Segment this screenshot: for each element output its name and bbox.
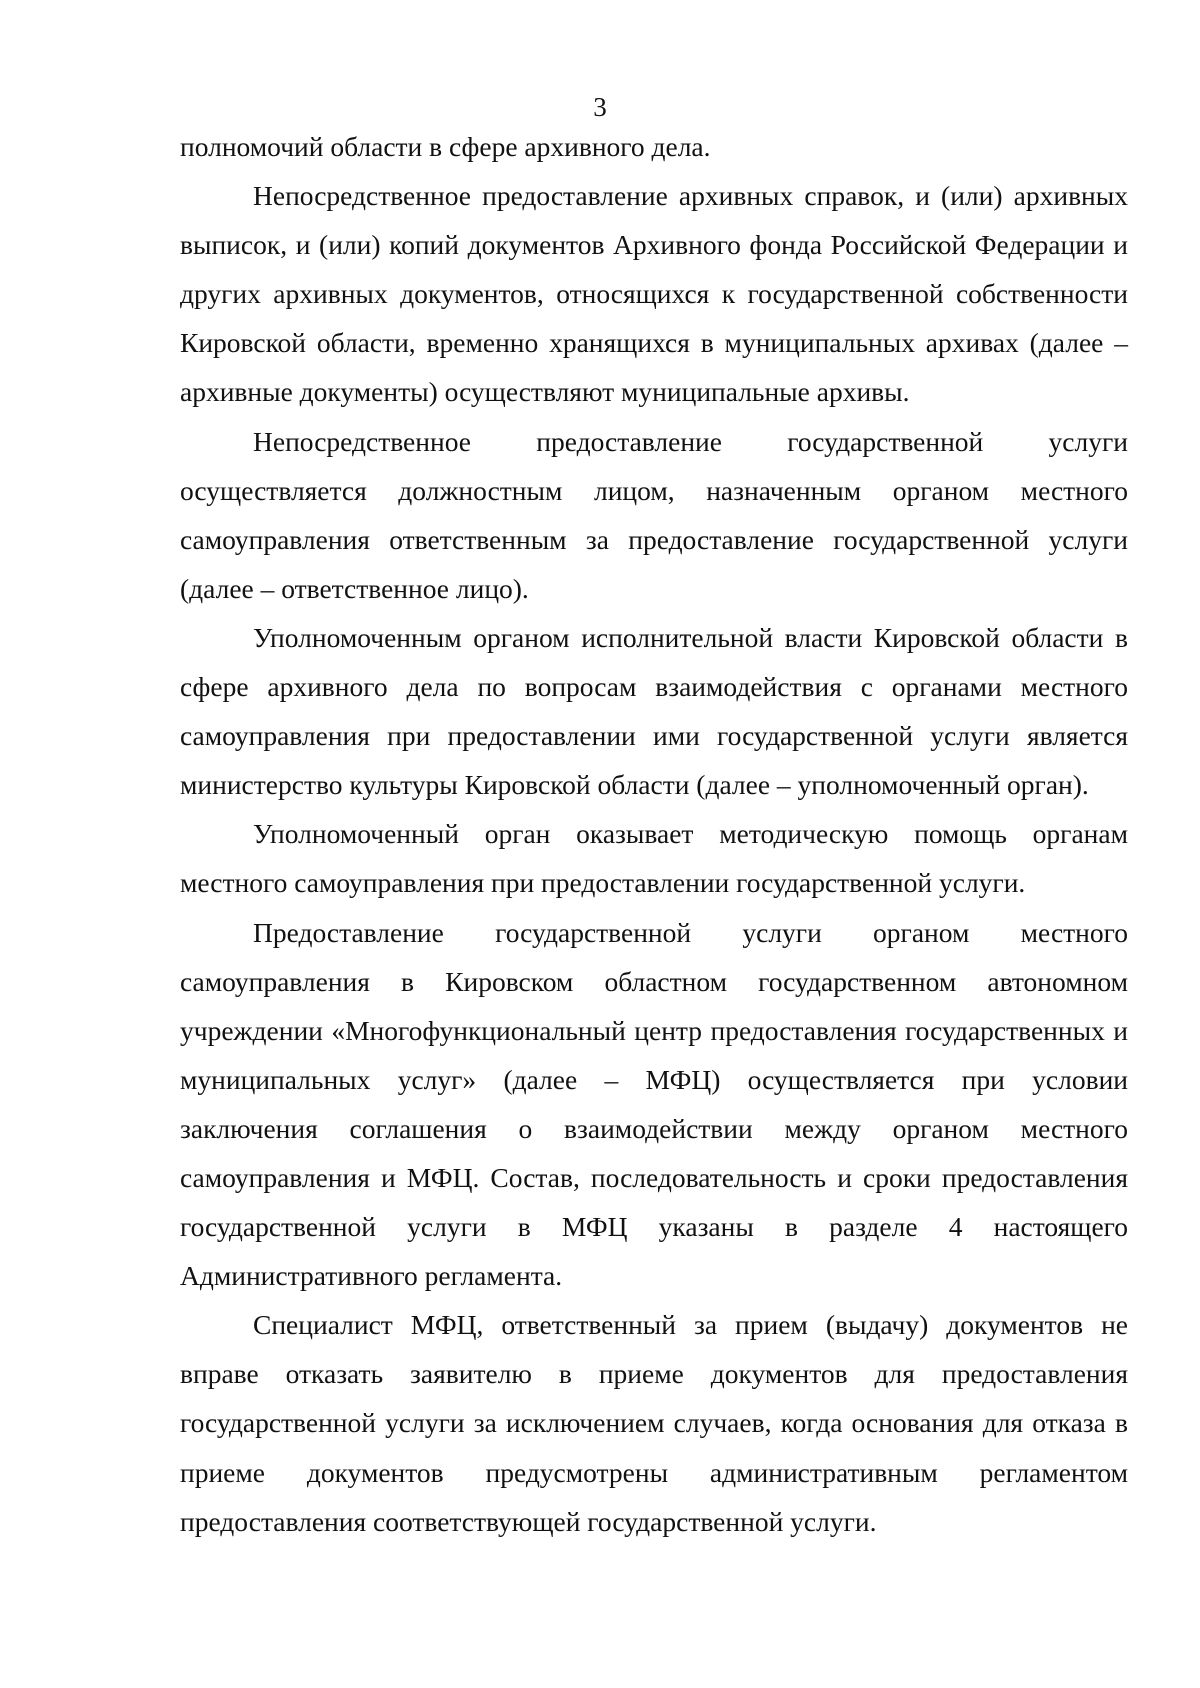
paragraph-authorized-body: Уполномоченным органом исполнительной власти Кировской области в сфере архивного дела по вопросам взаимодействия с органами местного самоуправления при предоставлении ими государственной услуги является министерство культуры Кировской области (далее – уполномоченный орган). <box>180 621 1128 801</box>
document-body <box>180 122 1128 1546</box>
paragraph-mfc-provision: Предоставление государственной услуги органом местного самоуправления в Кировском областном государственном автономном учреждении «Многофункциональный центр предоставления государственных и муниципальных услуг» (далее – МФЦ) осуществляется при условии заключения соглашения о взаимодействии между органом местного самоуправления и МФЦ. Состав, последовательность и сроки предоставления государственной услуги в МФЦ указаны в разделе 4 настоящего Административного регламента. <box>180 916 1128 1292</box>
paragraph-continuation: полномочий области в сфере архивного дела. <box>180 131 711 162</box>
page-number: 3 <box>593 92 607 122</box>
paragraph-responsible-person: Непосредственное предоставление государственной услуги осуществляется должностным лицом, назначенным органом местного самоуправления ответственным за предоставление государственной услуги (далее – ответственное лицо). <box>180 425 1128 604</box>
paragraph-methodical-help: Уполномоченный орган оказывает методическую помощь органам местного самоуправления при предоставлении государственной услуги. <box>180 818 1128 899</box>
paragraph-mfc-specialist: Специалист МФЦ, ответственный за прием (выдачу) документов не вправе отказать заявителю в приеме документов для предоставления государственной услуги за исключением случаев, когда основания для отказа в приеме документов предусмотрены административным регламентом предоставления соответствующей государственной услуги. <box>180 1309 1128 1537</box>
paragraph-archive-documents: Непосредственное предоставление архивных справок, и (или) архивных выписок, и (или) копий документов Архивного фонда Российской Федерации и других архивных документов, относящихся к государственной собственности Кировской области, временно хранящихся в муниципальных архивах (далее – архивные документы) осуществляют муниципальные архивы. <box>180 180 1128 408</box>
